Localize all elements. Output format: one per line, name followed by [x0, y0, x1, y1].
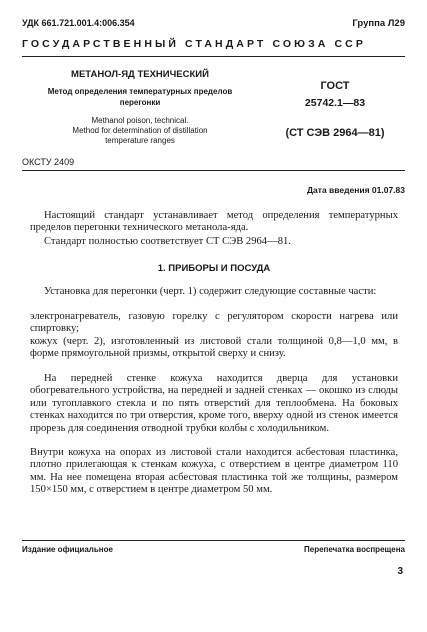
cmea-standard: (СТ СЭВ 2964—81) — [285, 127, 385, 139]
english-title-line3: temperature ranges — [105, 136, 175, 145]
gost-number: 25742.1—83 — [304, 97, 366, 109]
official-edition-note: Издание официальное — [22, 545, 113, 554]
section-paragraph-1: Установка для перегонки (черт. 1) содержит следующие составные части: — [44, 286, 377, 297]
introduction-date: Дата введения 01.07.83 — [307, 185, 405, 195]
okstu-code: ОКСТУ 2409 — [22, 157, 75, 167]
intro-paragraph: Настоящий стандарт устанавливает метод определения температурных пределов перегонки технического метанола-яда. — [30, 210, 398, 234]
english-title-line1: Methanol poison, technical. — [91, 116, 189, 125]
footer-rule — [22, 540, 405, 541]
okstu-rule — [22, 170, 405, 171]
document-title: МЕТАНОЛ-ЯД ТЕХНИЧЕСКИЙ — [71, 69, 209, 80]
section-paragraph-5: Внутри кожуха на опорах из листовой стали находится асбестовая пластинка, плотно прилегающая к стенкам кожуха, с отверстием в центре диаметром 110 мм. На нее помещена вторая асбестовая пластинка той же толщины, размером 150×150 мм, с отверстием в центре диаметром 50 мм. — [30, 447, 398, 496]
group-code: Группа Л29 — [352, 18, 405, 29]
standard-banner: ГОСУДАРСТВЕННЫЙ СТАНДАРТ СОЮЗА ССР — [22, 38, 366, 50]
gost-label: ГОСТ — [320, 80, 350, 92]
section-paragraph-4: На передней стенке кожуха находится дверца для установки обогревательного устройства, на передней и задней стенках — окошко из слюды или тугоплавкого стекла и по пять отверстий для теплообмена. На боковых стенках находится по три отверстия, кроме того, вверху одной из стенок имеется прорезь для соединения отводной трубки колбы с холодильником. — [30, 373, 398, 434]
banner-rule — [22, 56, 405, 57]
page-number: 3 — [397, 566, 403, 577]
english-title-line2: Method for determination of distillation — [72, 126, 208, 135]
section-heading: 1. ПРИБОРЫ И ПОСУДА — [157, 263, 271, 274]
section-paragraph-2: электронагреватель, газовую горелку с регулятором скорости нагрева или спиртовку; — [30, 311, 398, 335]
method-title-line1: Метод определения температурных пределов — [47, 87, 233, 96]
compliance-paragraph: Стандарт полностью соответствует СТ СЭВ 2964—81. — [44, 236, 291, 247]
reprint-prohibited-note: Перепечатка воспрещена — [304, 545, 405, 554]
section-paragraph-3: кожух (черт. 2), изготовленный из листовой стали толщиной 0,8—1,0 мм, в форме прямоугольной призмы, открытой сверху и снизу. — [30, 336, 398, 360]
udc-code: УДК 661.721.001.4:006.354 — [22, 18, 135, 28]
method-title-line2: перегонки — [119, 98, 161, 107]
